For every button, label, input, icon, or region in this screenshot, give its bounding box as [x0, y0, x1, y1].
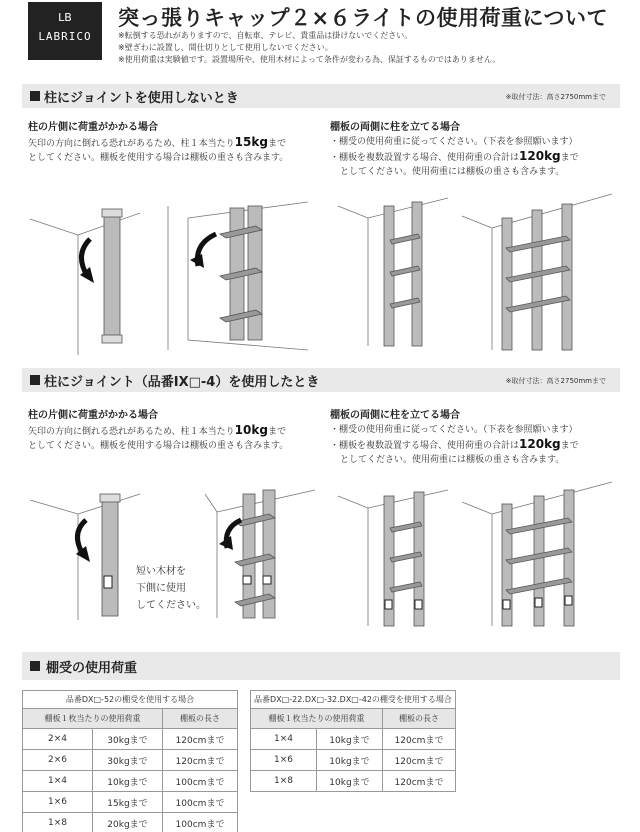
table-row [23, 750, 238, 771]
weight-limit: 120kg [519, 437, 561, 451]
table-header: 棚板１枚当たりの使用荷重 [251, 709, 383, 729]
section-2-title: 柱にジョイント（品番IX□-4）を使用したとき [44, 375, 320, 390]
table-caption: 品番DX□-22.DX□-32.DX□-42の棚受を使用する場合 [251, 691, 456, 709]
section-2-right-heading: 棚板の両側に柱を立てる場合 [330, 410, 460, 421]
section-3-title: 棚受の使用荷重 [46, 661, 138, 676]
table-row [251, 729, 456, 750]
table-cell: 1×6 [23, 792, 93, 813]
two-post-ladder-illustration [338, 196, 448, 356]
jointed-four-post-shelf-illustration [462, 478, 612, 633]
text-line: としてください。使用荷重には棚板の重さも含みます。 [340, 167, 565, 177]
table-cell: 10kgまで [317, 729, 383, 750]
table-header: 棚板の長さ [163, 709, 238, 729]
section-2-left-text [28, 423, 318, 453]
table-cell: 2×6 [23, 750, 93, 771]
text-line: ・棚受の使用荷重に従ってください。（下表を参照願います） [330, 425, 578, 435]
section-2-dimension-note: ※取付寸法：高さ2750mmまで [505, 377, 606, 385]
text-line: としてください。棚板を使用する場合は棚板の重さも含みます。 [28, 441, 289, 451]
text-fragment: 矢印の方向に倒れる恐れがあるため、柱１本当たり [28, 139, 235, 149]
table-cell: 1×6 [251, 750, 317, 771]
table-cell: 30kgまで [93, 729, 163, 750]
table-cell: 15kgまで [93, 792, 163, 813]
four-post-shelf-illustration [462, 190, 612, 360]
load-table-dx22-32-42 [250, 690, 456, 792]
annotation-line: 下側に使用 [136, 583, 186, 594]
section-3-header [22, 652, 620, 680]
text-line: としてください。棚板を使用する場合は棚板の重さも含みます。 [28, 153, 289, 163]
section-square-icon [30, 375, 40, 385]
weight-limit: 120kg [519, 149, 561, 163]
brand-logo [28, 2, 102, 60]
table-cell: 100cmまで [163, 813, 238, 832]
section-2-left-heading: 柱の片側に荷重がかかる場合 [28, 410, 158, 421]
brand-mark: LB [58, 11, 72, 24]
table-cell: 120cmまで [163, 750, 238, 771]
table-cell: 120cmまで [383, 750, 456, 771]
text-fragment: 矢印の方向に倒れる恐れがあるため、柱１本当たり [28, 427, 235, 437]
table-cell: 120cmまで [383, 729, 456, 750]
section-1-right-heading: 棚板の両側に柱を立てる場合 [330, 122, 460, 133]
table-cell: 100cmまで [163, 792, 238, 813]
table-row [251, 771, 456, 792]
jointed-one-side-shelf-illustration [205, 488, 315, 628]
table-cell: 10kgまで [317, 771, 383, 792]
table-cell: 1×8 [251, 771, 317, 792]
table-row [23, 771, 238, 792]
table-cell: 20kgまで [93, 813, 163, 832]
one-side-shelf-illustration [168, 200, 308, 360]
section-square-icon [30, 661, 40, 671]
caution-note: ※壁ぎわに設置し、間仕切りとして使用しないでください。 [118, 43, 333, 52]
table-cell: 1×4 [23, 771, 93, 792]
load-table-dx52 [22, 690, 238, 832]
section-2-header [22, 368, 620, 392]
annotation-line: 短い木材を [136, 566, 186, 577]
jointed-two-post-ladder-illustration [338, 488, 448, 633]
short-wood-annotation [136, 563, 206, 614]
text-fragment: ・棚板を複数設置する場合、使用荷重の合計は [330, 153, 520, 163]
text-fragment: まで [267, 139, 286, 149]
table-cell: 1×8 [23, 813, 93, 832]
section-1-dimension-note: ※取付寸法：高さ2750mmまで [505, 93, 606, 101]
text-fragment: ・棚板を複数設置する場合、使用荷重の合計は [330, 441, 520, 451]
table-row [23, 729, 238, 750]
section-1-left-text [28, 135, 318, 165]
text-fragment: まで [267, 427, 286, 437]
table-caption: 品番DX□-52の棚受を使用する場合 [23, 691, 238, 709]
caution-note: ※転倒する恐れがありますので、自転車、テレビ、貴重品は掛けないでください。 [118, 31, 413, 40]
table-cell: 120cmまで [383, 771, 456, 792]
table-row [251, 750, 456, 771]
section-1-title: 柱にジョイントを使用しないとき [44, 91, 239, 106]
section-square-icon [30, 91, 40, 101]
table-cell: 10kgまで [93, 771, 163, 792]
text-fragment: まで [560, 441, 579, 451]
section-1-header [22, 84, 620, 108]
caution-note: ※使用荷重は実験値です。設置場所や、使用木材によって条件が変わる為、保証するものではありません。 [118, 55, 501, 64]
table-cell: 100cmまで [163, 771, 238, 792]
brand-name: LABRICO [38, 30, 92, 43]
table-cell: 30kgまで [93, 750, 163, 771]
caution-notes [118, 30, 500, 66]
table-row [23, 813, 238, 832]
table-cell: 120cmまで [163, 729, 238, 750]
table-row [23, 792, 238, 813]
text-line: としてください。使用荷重には棚板の重さも含みます。 [340, 455, 565, 465]
text-fragment: まで [560, 153, 579, 163]
table-header: 棚板１枚当たりの使用荷重 [23, 709, 163, 729]
jointed-single-post-illustration [30, 490, 140, 630]
weight-limit: 15kg [234, 135, 268, 149]
weight-limit: 10kg [234, 423, 268, 437]
table-cell: 1×4 [251, 729, 317, 750]
section-1-right-text [330, 135, 620, 179]
page-title: 突っ張りキャップ２×６ライトの使用荷重について [118, 6, 609, 30]
single-post-illustration [30, 205, 140, 355]
section-1-left-heading: 柱の片側に荷重がかかる場合 [28, 122, 158, 133]
table-cell: 2×4 [23, 729, 93, 750]
section-2-right-text [330, 423, 620, 467]
table-header: 棚板の長さ [383, 709, 456, 729]
annotation-line: してください。 [136, 600, 206, 611]
table-cell: 10kgまで [317, 750, 383, 771]
text-line: ・棚受の使用荷重に従ってください。（下表を参照願います） [330, 137, 578, 147]
